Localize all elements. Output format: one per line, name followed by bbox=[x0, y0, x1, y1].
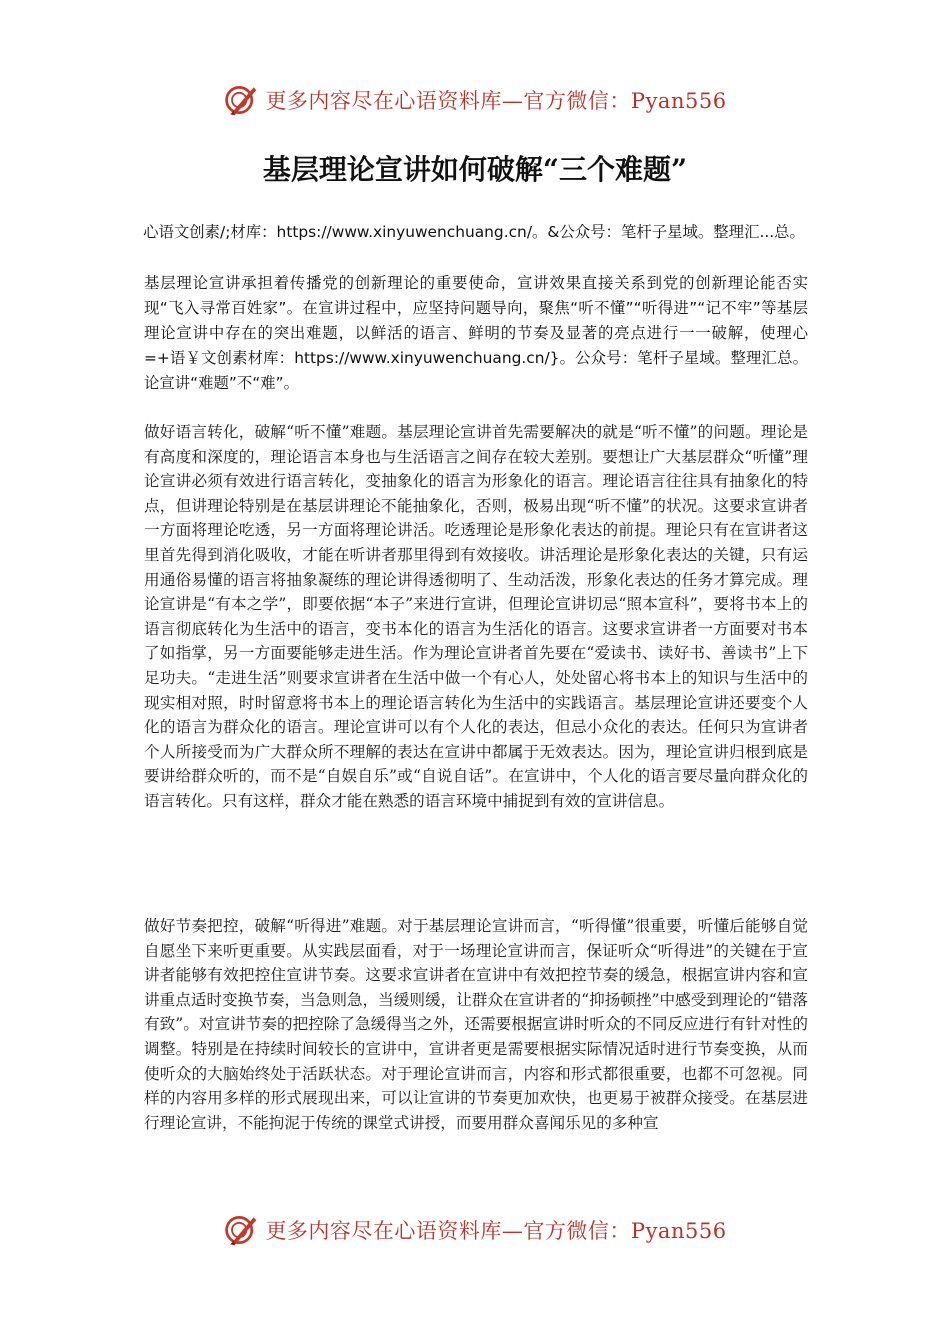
page-title: 基层理论宣讲如何破解“三个难题” bbox=[262, 153, 688, 186]
banner-text: 更多内容尽在心语资料库—官方微信：Pyan556 bbox=[265, 1219, 727, 1243]
body-paragraph-rhythm: 做好节奏把控，破解“听得进”难题。对于基层理论宣讲而言，“听得懂”很重要，听懂后能够自觉自愿坐下来听更重要。从实践层面看，对于一场理论宣讲而言，保证听众“听得进”的关键在于宣讲者能够有效把控住宣讲节奏。这要求宣讲者在宣讲中有效把控节奏的缓急，根据宣讲内容和宣讲重点适时变换节奏，当急则急，当缓则缓，让群众在宣讲者的“抑扬顿挫”中感受到理论的“错落有致”。对宣讲节奏的把控除了急缓得当之外，还需要根据宣讲时听众的不同反应进行有针对性的调整。特别是在持续时间较长的宣讲中，宣讲者更是需要根据实际情况适时进行节奏变换，从而使听众的大脑始终处于活跃状态。对于理论宣讲而言，内容和形式都很重要，也都不可忽视。同样的内容用多样的形式展现出来，可以让宣讲的节奏更加欢快，也更易于被群众接受。在基层进行理论宣讲，不能拘泥于传统的课堂式讲授，而要用群众喜闻乐见的多种宣 bbox=[144, 917, 808, 1132]
banner-text: 更多内容尽在心语资料库—官方微信：Pyan556 bbox=[265, 89, 727, 113]
pen-logo-icon bbox=[223, 82, 259, 118]
pen-logo-icon bbox=[223, 1212, 259, 1248]
body-paragraph-language: 做好语言转化，破解“听不懂”难题。基层理论宣讲首先需要解决的就是“听不懂”的问题。理论是有高度和深度的，理论语言本身也与生活语言之间存在较大差别。要想让广大基层群众“听懂”理论宣讲必须有效进行语言转化，变抽象化的语言为形象化的语言。理论语言往往具有抽象化的特点，但讲理论特别是在基层讲理论不能抽象化，否则，极易出现“听不懂”的状况。这要求宣讲者一方面将理论吃透，另一方面将理论讲活。吃透理论是形象化表达的前提。理论只有在宣讲者这里首先得到消化吸收，才能在听讲者那里得到有效接收。讲活理论是形象化表达的关键，只有运用通俗易懂的语言将抽象凝练的理论讲得透彻明了、生动活泼，形象化表达的任务才算完成。理论宣讲是“有本之学”，即要依据“本子”来进行宣讲，但理论宣讲切忌“照本宣科”，要将书本上的语言彻底转化为生活中的语言，变书本化的语言为生活化的语言。这要求宣讲者一方面要对书本了如指掌，另一方面要能够走进生活。作为理论宣讲者首先要在“爱读书、读好书、善读书”上下足功夫。“走进生活”则要求宣讲者在生活中做一个有心人，处处留心将书本上的知识与生活中的现实相对照，时时留意将书本上的理论语言转化为生活中的实践语言。基层理论宣讲还要变个人化的语言为群众化的语言。理论宣讲可以有个人化的表达，但忌小众化的表达。任何只为宣讲者个人所接受而为广大群众所不理解的表达在宣讲中都属于无效表达。因为，理论宣讲归根到底是要讲给群众听的，而不是“自娱自乐”或“自说自话”。在宣讲中，个人化的语言要尽量向群众化的语言转化。只有这样，群众才能在熟悉的语言环境中捕捉到有效的宣讲信息。 bbox=[144, 423, 808, 810]
header-watermark-banner bbox=[0, 78, 950, 122]
intro-paragraph: 基层理论宣讲承担着传播党的创新理论的重要使命，宣讲效果直接关系到党的创新理论能否实现“飞入寻常百姓家”。在宣讲过程中，应坚持问题导向，聚焦“听不懂”“听得进”“记不牢”等基层理论宣讲中存在的突出难题，以鲜活的语言、鲜明的节奏及显著的亮点进行一一破解，使理心=+语￥文创素材库：https://www.xinyuwenchuang.cn/}。公众号：笔杆子星域。整理汇总。论宣讲“难题”不“难”。 bbox=[144, 274, 808, 392]
footer-watermark-banner bbox=[0, 1208, 950, 1252]
source-note: 心语文创素/;材库：https://www.xinyuwenchuang.cn/。&公众号：笔杆子星域。整理汇...总。 bbox=[143, 223, 805, 241]
